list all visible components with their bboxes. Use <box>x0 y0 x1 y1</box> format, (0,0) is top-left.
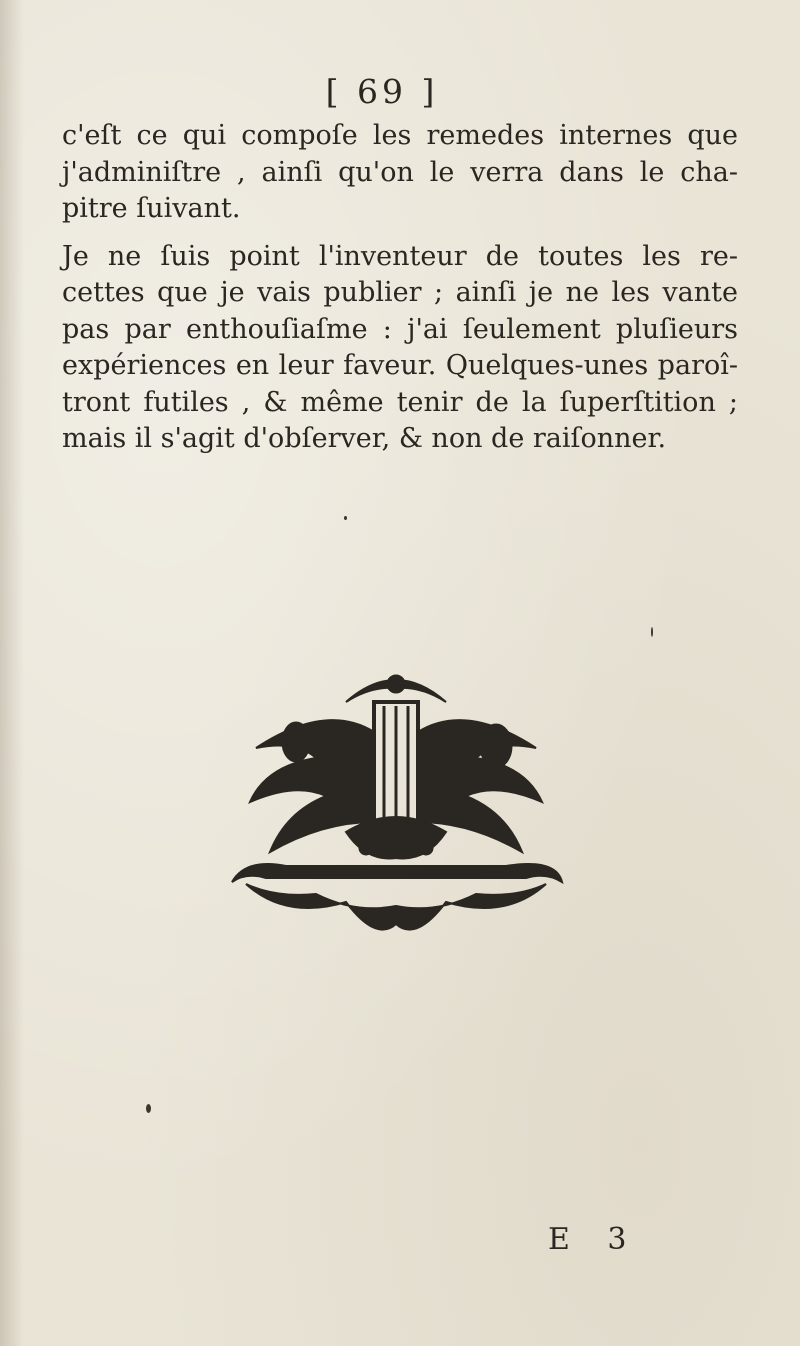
signature-mark: E 3 <box>548 1222 641 1257</box>
paper-speck <box>344 516 347 520</box>
paragraph-1: c'eſt ce qui compoſe les remedes internes que j'adminiſtre , ainſi qu'on le verra dans le cha- pitre ſuivant. <box>62 120 738 224</box>
body-text <box>62 118 738 458</box>
page-edge-shadow <box>0 0 24 1346</box>
paper-speck <box>146 1104 151 1113</box>
printers-ornament-vignette-icon <box>226 662 566 952</box>
paragraph-2: Je ne ſuis point l'inventeur de toutes les re- cettes que je vais publier ; ainſi je ne les vante pas par enthouſiaſme : j'ai ſeulement pluſieurs expériences en leur faveur. Quelques-unes paroî- tront futiles , & même tenir de la ſuperſtition ; mais il s'agit d'obſerver, & non de raiſonner. <box>62 240 738 454</box>
ornament-scroll-base <box>232 864 562 882</box>
paper-speck <box>651 627 653 637</box>
page-number: [ 69 ] <box>325 72 439 111</box>
